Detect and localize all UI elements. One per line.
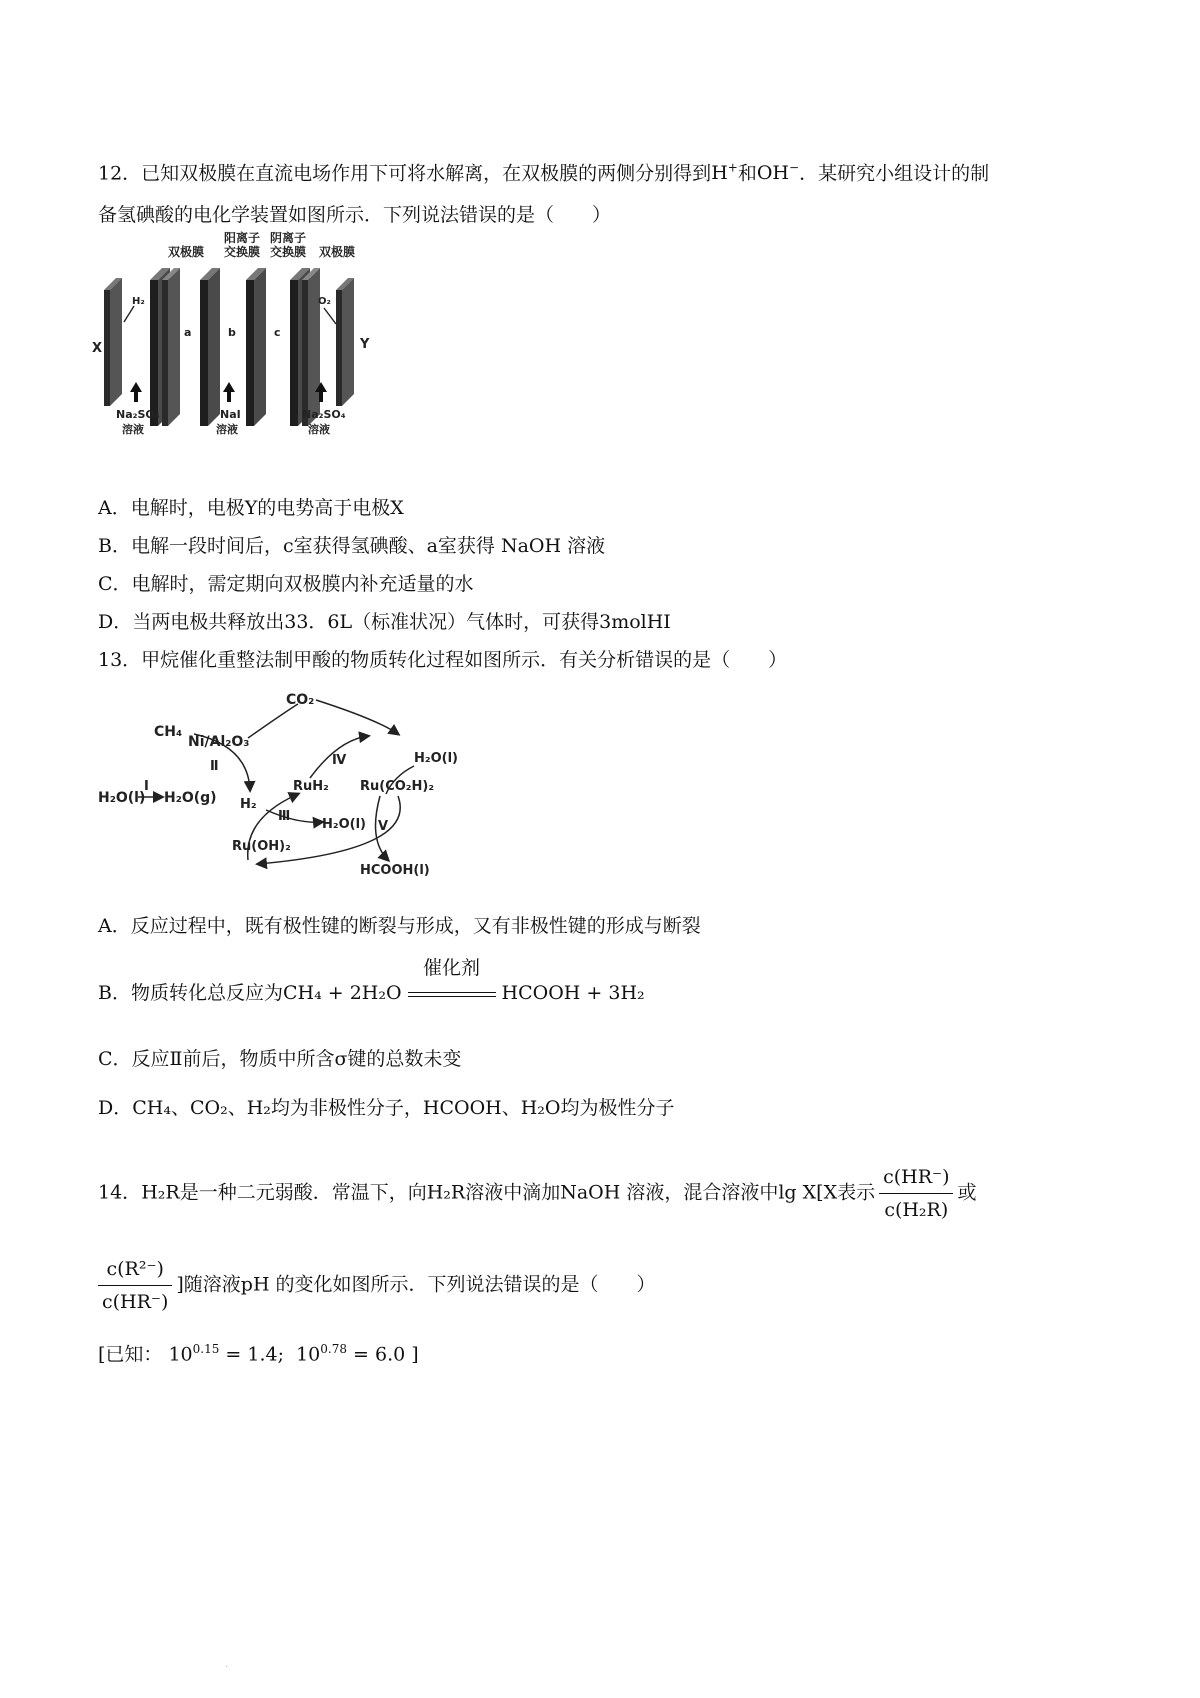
ion-oh: OH− <box>756 161 800 185</box>
anion-membrane <box>246 268 266 426</box>
label-h2o-gas: H₂O(g) <box>164 790 217 806</box>
label-ch4: CH₄ <box>154 724 183 740</box>
label-hcooh: HCOOH(l) <box>360 863 430 878</box>
q13-stem: 13．甲烷催化重整法制甲酸的物质转化过程如图所示．有关分析错误的是（ ） <box>98 649 788 671</box>
fraction-r2-over-hr: $\frac{\text{c(R²⁻)}}{c(HR^-)}$ <box>98 1256 172 1315</box>
q14-stem-line1: 14．H₂R是一种二元弱酸．常温下，向H₂R溶液中滴加NaOH 溶液，混合溶液中lg X[X表示 $\frac{c(HR^-)}{\text{c(H₂R)}}$ 或 <box>98 1166 977 1221</box>
label-h2o-in: H₂O(l) <box>414 751 458 766</box>
label-h2: H₂ <box>240 797 257 812</box>
gas-o2: O₂ <box>318 296 331 307</box>
q12-option-c: C．电解时，需定期向双极膜内补充适量的水 <box>98 573 474 595</box>
room-a: a <box>184 326 192 339</box>
q13-option-c: C．反应Ⅱ前后，物质中所含σ键的总数未变 <box>98 1048 462 1070</box>
page-mark: · <box>225 1662 229 1673</box>
q13-cycle-figure <box>98 690 498 880</box>
label-step-1: I <box>144 779 149 794</box>
bipolar-membrane-right <box>290 268 320 426</box>
q12-option-b: B．电解一段时间后，c室获得氢碘酸、a室获得 NaOH 溶液 <box>98 535 606 557</box>
electrode-y <box>336 278 354 406</box>
label-ru-co2h2: Ru(CO₂H)₂ <box>360 779 435 794</box>
bipolar-membrane-left <box>150 268 180 426</box>
room-b: b <box>228 326 236 339</box>
label-cation-2: 交换膜 <box>224 245 261 259</box>
label-step-4: Ⅳ <box>332 753 347 768</box>
inlet-left-2: 溶液 <box>122 423 144 436</box>
ion-h: H+ <box>711 161 738 185</box>
label-h2o-liquid: H₂O(l) <box>98 790 146 806</box>
electrode-x <box>104 278 122 406</box>
label-h2o-out: H₂O(l) <box>322 817 366 832</box>
fraction-hr-over-h2r: $\frac{c(HR^-)}{\text{c(H₂R)}}$ <box>879 1164 953 1223</box>
q12-option-a: A．电解时，电极Y的电势高于电极X <box>98 497 404 519</box>
label-catalyst: Ni/Al₂O₃ <box>188 734 250 750</box>
label-co2: CO₂ <box>286 692 315 708</box>
products: HCOOH + 3H₂ <box>501 982 645 1004</box>
label-ru-oh2: Ru(OH)₂ <box>232 839 291 854</box>
q12-stem-line2: 备氢碘酸的电化学装置如图所示．下列说法错误的是（ ） <box>98 204 612 226</box>
cation-membrane <box>200 268 220 426</box>
room-c: c <box>274 326 281 339</box>
label-step-2: Ⅱ <box>210 759 219 774</box>
q13-option-b: B．物质转化总反应为CH₄ + 2H₂O 催化剂 HCOOH + 3H₂ <box>98 980 645 1007</box>
gas-h2: H₂ <box>132 296 145 307</box>
label-bipolar-right: 双极膜 <box>319 245 356 259</box>
inlet-right-2: 溶液 <box>308 423 330 436</box>
electrode-y-label: Y <box>360 337 370 352</box>
q14-stem-line2: $\frac{\text{c(R²⁻)}}{c(HR^-)}$ ]随溶液pH 的变化如图所示．下列说法错误的是（ ） <box>98 1256 656 1315</box>
inlet-right-1: Na₂SO₄ <box>302 408 346 421</box>
label-anion-2: 交换膜 <box>270 245 307 259</box>
label-step-3: Ⅲ <box>278 809 291 824</box>
q13-option-d: D．CH₄、CO₂、H₂均为非极性分子，HCOOH、H₂O均为极性分子 <box>98 1097 675 1119</box>
reactants: CH₄ + 2H₂O <box>282 982 402 1004</box>
q12-stem-line1: 12．已知双极膜在直流电场作用下可将水解离，在双极膜的两侧分别得到H+和OH−．某研究小组设计的制 <box>98 161 990 185</box>
q13-option-a: A．反应过程中，既有极性键的断裂与形成，又有非极性键的形成与断裂 <box>98 915 701 937</box>
inlet-left-1: Na₂SO₄ <box>116 408 160 421</box>
q12-option-d: D．当两电极共释放出33．6L（标准状况）气体时，可获得3molHI <box>98 611 671 633</box>
inlet-mid-1: NaI <box>220 408 241 421</box>
q14-known-values: [已知： $10^{0.15} = 1.4$; $10^{0.78} = 6.0$ ] <box>98 1342 419 1366</box>
label-bipolar-left: 双极膜 <box>168 245 205 259</box>
electrode-x-label: X <box>92 341 103 356</box>
catalyst-equals-sign: 催化剂 <box>406 981 498 1007</box>
q12-electrolysis-figure <box>86 228 386 443</box>
label-anion-1: 阴离子 <box>270 231 307 245</box>
label-ruh2: RuH₂ <box>293 779 329 794</box>
label-step-5: V <box>378 819 389 834</box>
inlet-mid-2: 溶液 <box>216 423 238 436</box>
label-cation-1: 阳离子 <box>224 231 261 245</box>
